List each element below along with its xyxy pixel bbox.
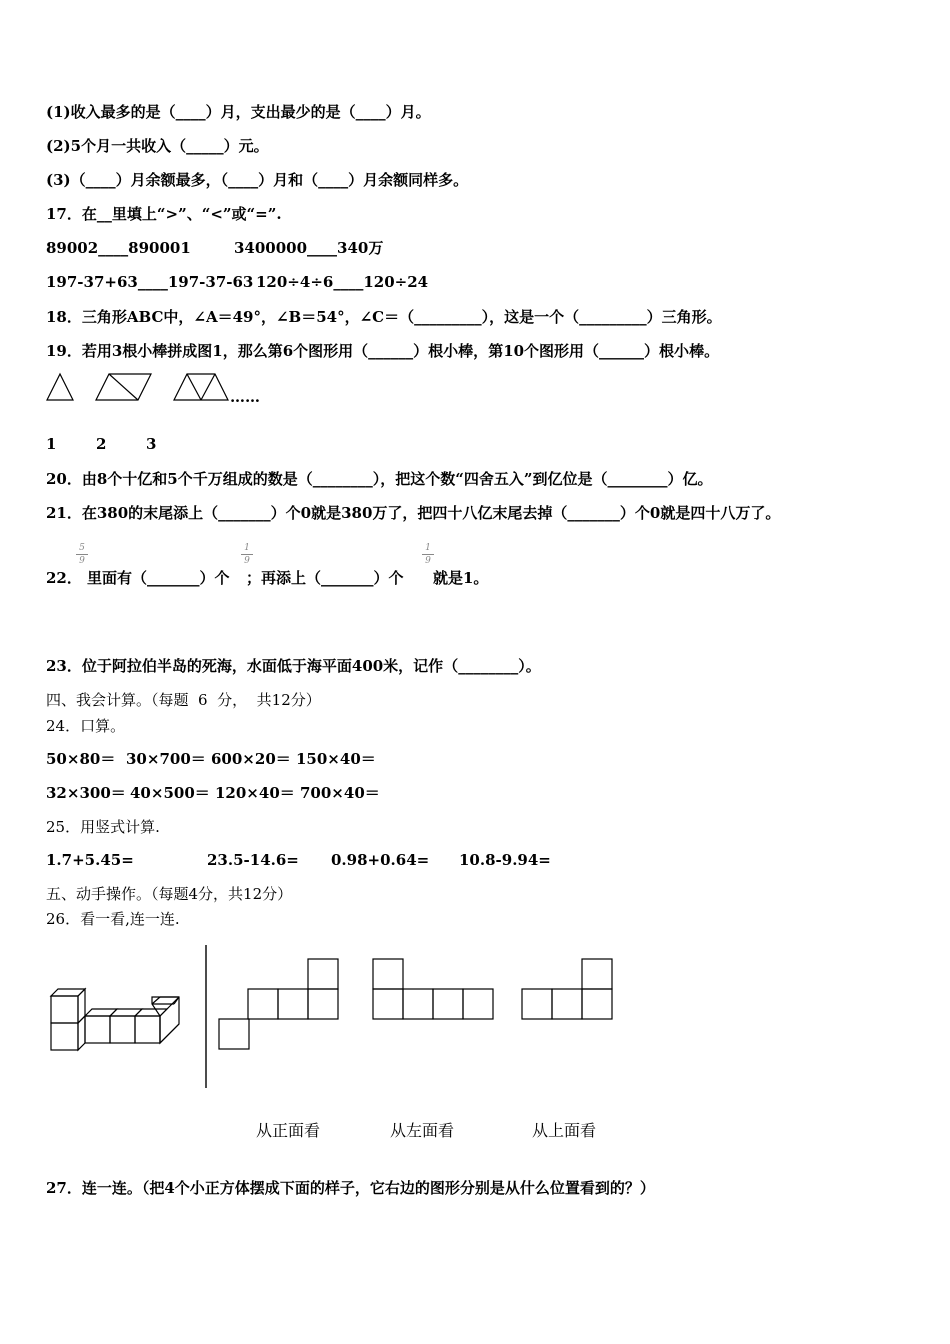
view-shape-b [372, 958, 496, 1022]
fraction-denominator: 9 [244, 556, 250, 566]
triangle-figure-3 [173, 372, 233, 402]
q25-item-4: 10.8-9.94= [459, 851, 551, 869]
divider-line [204, 945, 208, 1090]
view-label-front: 从正面看 [256, 1121, 321, 1140]
view-label-left: 从左面看 [390, 1121, 455, 1140]
q19-ellipsis: …… [230, 388, 260, 406]
q23: 23．位于阿拉伯半岛的死海，水面低于海平面400米，记作（________）。 [46, 657, 541, 675]
fraction-5-9 [76, 543, 88, 566]
q25-title: 25．用竖式计算. [46, 818, 160, 836]
q24-title: 24．口算。 [46, 717, 126, 735]
q24-r1-c3: 600×20＝ [211, 750, 291, 768]
q17-item-a1: 89002____890001 [46, 239, 191, 257]
q22-text-3: 就是1。 [433, 569, 489, 587]
q24-r2-c2: 40×500＝ [130, 784, 210, 802]
q24-r1-c1: 50×80＝ [46, 750, 116, 768]
q25-item-3: 0.98+0.64= [331, 851, 430, 869]
q26-title: 26．看一看,连一连. [46, 910, 180, 928]
view-label-top: 从上面看 [532, 1121, 597, 1140]
q25-item-2: 23.5-14.6= [207, 851, 299, 869]
q18: 18．三角形ABC中，∠A＝49°，∠B＝54°，∠C＝（_________），这是一个（_________）三角形。 [46, 308, 722, 326]
q17-item-b1: 197-37+63____197-37-63 [46, 273, 254, 291]
view-shape-a [218, 958, 340, 1052]
q22-number: 22． [46, 569, 82, 587]
cube-arrangement [48, 985, 188, 1055]
fraction-numerator: 1 [244, 543, 250, 553]
q25-item-1: 1.7+5.45= [46, 851, 134, 869]
q21: 21．在380的末尾添上（_______）个0就是380万了，把四十八亿末尾去掉（_______）个0就是四十八万了。 [46, 504, 781, 522]
triangle-figure-2 [95, 372, 155, 402]
q24-r1-c4: 150×40＝ [296, 750, 376, 768]
section-4-heading: 四、我会计算。（每题 6 分， 共12分） [46, 691, 321, 709]
view-shape-c [521, 958, 615, 1022]
q16-part3: (3)（____）月余额最多，（____）月和（____）月余额同样多。 [46, 171, 469, 189]
fraction-1-9-a [241, 543, 253, 566]
q19-label-3: 3 [146, 435, 157, 453]
fraction-denominator: 9 [425, 556, 431, 566]
triangle-figure-1 [46, 372, 76, 402]
fraction-numerator: 5 [79, 543, 85, 553]
fraction-denominator: 9 [79, 556, 85, 566]
q16-part2: (2)5个月一共收入（_____）元。 [46, 137, 269, 155]
q22-text-1: 里面有（_______）个 [87, 569, 230, 587]
q24-r2-c1: 32×300＝ [46, 784, 126, 802]
q24-r2-c3: 120×40＝ [215, 784, 295, 802]
q24-r1-c2: 30×700＝ [126, 750, 206, 768]
q19: 19．若用3根小棒拼成图1，那么第6个图形用（______）根小棒，第10个图形用（______）根小棒。 [46, 342, 720, 360]
q22-text-2: ；再添上（_______）个 [246, 569, 404, 587]
q27: 27．连一连。（把4个小正方体摆成下面的样子，它右边的图形分别是从什么位置看到的？） [46, 1179, 655, 1197]
q24-r2-c4: 700×40＝ [300, 784, 380, 802]
q17-item-b2: 120÷4÷6____120÷24 [256, 273, 429, 291]
q19-label-2: 2 [96, 435, 107, 453]
q20: 20．由8个十亿和5个千万组成的数是（________），把这个数“四舍五入”到亿位是（________）亿。 [46, 470, 713, 488]
q17-item-a2: 3400000____340万 [234, 239, 384, 257]
section-5-heading: 五、动手操作。（每题4分，共12分） [46, 885, 293, 903]
fraction-numerator: 1 [425, 543, 431, 553]
q16-part1: (1)收入最多的是（____）月，支出最少的是（____）月。 [46, 103, 431, 121]
fraction-1-9-b [422, 543, 434, 566]
q17-title: 17．在__里填上“>”、“<”或“=”. [46, 205, 282, 223]
q19-label-1: 1 [46, 435, 57, 453]
